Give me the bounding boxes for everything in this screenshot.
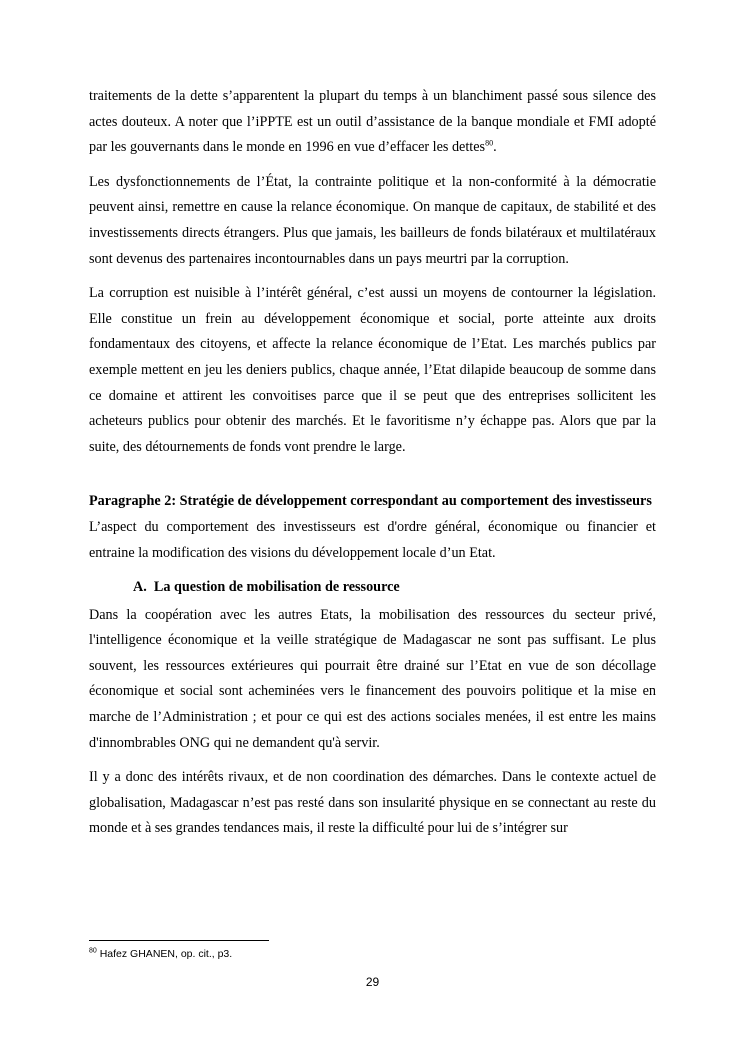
paragraph-1: [89, 84, 656, 161]
paragraph-2: Les dysfonctionnements de l’État, la contrainte politique et la non-conformité à la démocratie peuvent ainsi, remettre en cause la relance économique. On manque de capitaux, de stabilité et des investissements directs étrangers. Plus que jamais, les bailleurs de fonds bilatéraux et multilatéraux sont devenus des partenaires incontournables dans un pays meurtri par la corruption.: [89, 173, 656, 267]
footnote-text: Hafez GHANEN, op. cit., p3.: [96, 948, 233, 960]
section-heading: Paragraphe 2: Stratégie de développement correspondant au comportement des investisseurs: [89, 493, 652, 510]
paragraph-1-text: traitements de la dette s’apparentent la plupart du temps à un blanchiment passé sous silence des actes douteux. A noter que l’iPPTE est un outil d’assistance de la banque mondiale et FMI adopté par les gouvernants dans le monde en 1996 en vue d’effacer les dettes: [89, 88, 656, 156]
footnote-reference[interactable]: 80: [485, 138, 494, 148]
page-number: 29: [365, 975, 380, 989]
paragraph-3: La corruption est nuisible à l’intérêt général, c’est aussi un moyens de contourner la législation. Elle constitue un frein au développement économique et social, porte atteinte aux droits fondamentaux des citoyens, et affecte la relance économique de l’Etat. Les marchés publics par exemple mettent en jeu les deniers publics, chaque année, l’Etat dilapide beaucoup de somme dans ce domaine et attirent les convoitises parce que il se peut que des entreprises sollicitent les acheteurs publics pour obtenir des marchés. Et le favoritisme n’y échappe pas. Alors que par la suite, des détournements de fonds vont prendre le large.: [89, 285, 656, 455]
paragraph-6: Il y a donc des intérêts rivaux, et de non coordination des démarches. Dans le contexte actuel de globalisation, Madagascar n’est pas resté dans son insularité physique en se connectant au reste du monde et à ses grandes tendances mais, il reste la difficulté pour lui de s’intégrer sur: [89, 769, 656, 837]
section-gap: [89, 469, 656, 489]
subsection-heading: [133, 575, 656, 601]
subsection-marker: A.: [133, 579, 147, 596]
footnote: [89, 948, 232, 961]
footnote-divider: [89, 940, 269, 941]
paragraph-4: L’aspect du comportement des investisseurs est d'ordre général, économique ou financier et entraine la modification des visions du développement locale d’un Etat.: [89, 518, 656, 561]
footnote-number: 80: [89, 947, 97, 955]
paragraph-5: Dans la coopération avec les autres Etats, la mobilisation des ressources du secteur privé, l'intelligence économique et la veille stratégique de Madagascar ne sont pas suffisant. Le plus souvent, les ressources extérieures qui pourrait être drainé sur l’Etat en vue de son décollage économique et social sont acheminées vers le financement des pouvoirs politique et la mise en marche de l’Administration ; et pour ce qui est des actions sociales menées, il est entre les mains d'innombrables ONG qui ne demandent qu'à servir.: [89, 606, 656, 751]
subsection-title: La question de mobilisation de ressource: [153, 579, 400, 596]
page-body: [89, 84, 656, 851]
paragraph-1-end: .: [493, 139, 497, 156]
